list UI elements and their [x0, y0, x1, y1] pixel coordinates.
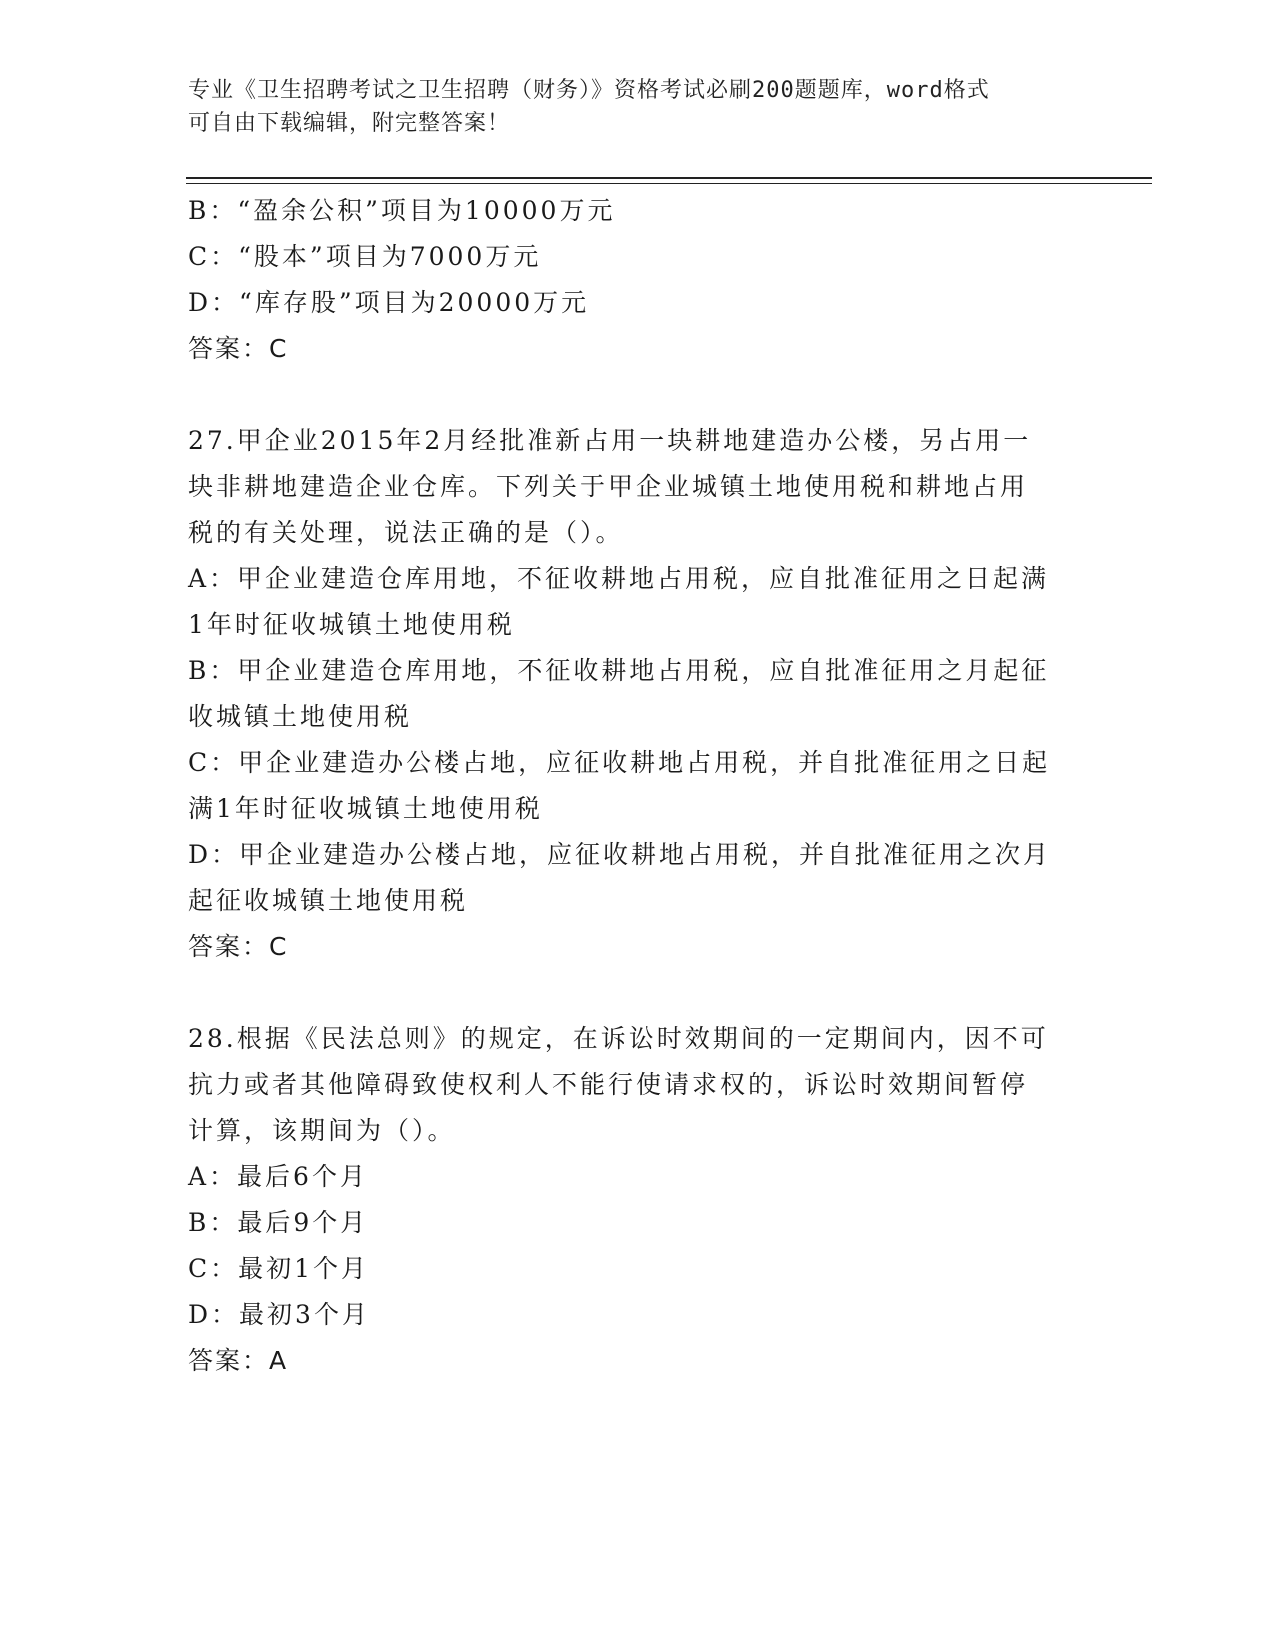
option-d: D：“库存股”项目为20000万元	[188, 288, 590, 317]
option-c: 满1年时征收城镇土地使用税	[188, 794, 543, 823]
header-divider-thick	[186, 177, 1152, 179]
question-stem: 27.甲企业2015年2月经批准新占用一块耕地建造办公楼，另占用一	[188, 426, 1032, 455]
question-content	[188, 188, 1088, 1384]
header-subtitle-line: 可自由下载编辑，附完整答案！	[188, 111, 511, 136]
question-26	[188, 188, 1088, 372]
question-stem: 块非耕地建造企业仓库。下列关于甲企业城镇土地使用税和耕地占用	[188, 472, 1029, 501]
option-a: A：甲企业建造仓库用地，不征收耕地占用税，应自批准征用之日起满	[188, 564, 1050, 593]
option-d: 起征收城镇土地使用税	[188, 886, 469, 915]
answer-line: 答案：C	[188, 932, 289, 961]
question-stem: 税的有关处理，说法正确的是（）。	[188, 518, 624, 547]
spacer	[188, 970, 1088, 1016]
question-28	[188, 1016, 1088, 1384]
option-b: B：最后9个月	[188, 1208, 369, 1237]
option-b: B：“盈余公积”项目为10000万元	[188, 196, 616, 225]
option-c: C：甲企业建造办公楼占地，应征收耕地占用税，并自批准征用之日起	[188, 748, 1051, 777]
option-b: B：甲企业建造仓库用地，不征收耕地占用税，应自批准征用之月起征	[188, 656, 1050, 685]
answer-line: 答案：A	[188, 1346, 289, 1375]
question-stem: 28.根据《民法总则》的规定，在诉讼时效期间的一定期间内，因不可	[188, 1024, 1049, 1053]
document-header	[188, 74, 1068, 140]
option-a: A：最后6个月	[188, 1162, 368, 1191]
option-d: D：甲企业建造办公楼占地，应征收耕地占用税，并自批准征用之次月	[188, 840, 1052, 869]
header-divider-thin	[186, 183, 1152, 184]
option-b: 收城镇土地使用税	[188, 702, 413, 731]
question-stem: 计算，该期间为（）。	[188, 1116, 456, 1145]
spacer	[188, 372, 1088, 418]
option-c: C：“股本”项目为7000万元	[188, 242, 542, 271]
question-27	[188, 418, 1088, 970]
option-d: D：最初3个月	[188, 1300, 370, 1329]
answer-line: 答案：C	[188, 334, 289, 363]
option-c: C：最初1个月	[188, 1254, 370, 1283]
header-title-line: 专业《卫生招聘考试之卫生招聘（财务）》资格考试必刷200题题库，word格式	[188, 78, 990, 103]
option-a: 1年时征收城镇土地使用税	[188, 610, 515, 639]
question-stem: 抗力或者其他障碍致使权利人不能行使请求权的，诉讼时效期间暂停	[188, 1070, 1029, 1099]
